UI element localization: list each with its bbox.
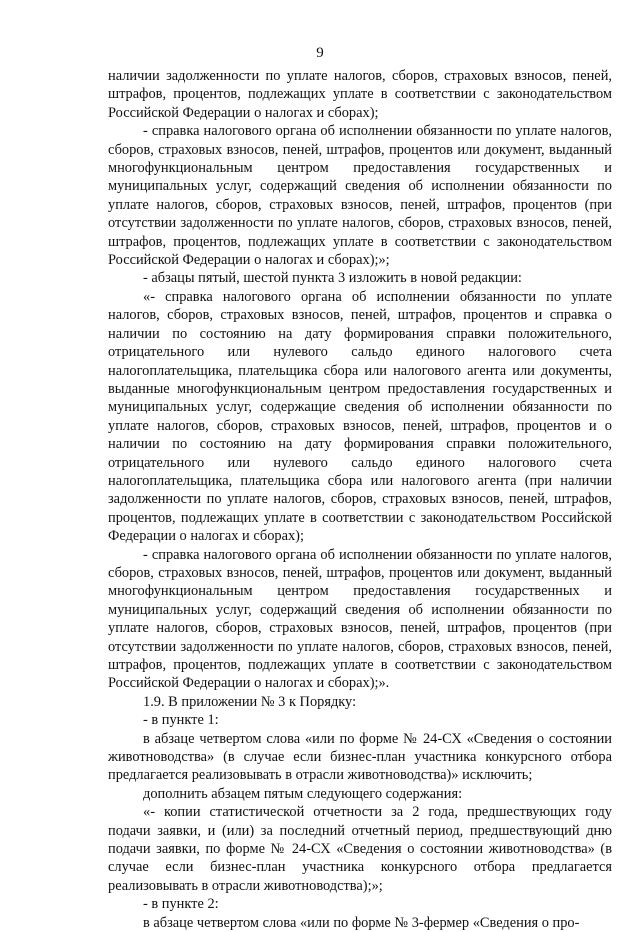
document-body <box>108 67 612 932</box>
paragraph: - абзацы пятый, шестой пункта 3 изложить в новой редакции: <box>143 270 522 287</box>
paragraph: в абзаце четвертом слова «или по форме № 3-фермер «Сведения о про- <box>143 914 580 931</box>
paragraph: «- справка налогового органа об исполнении обязанности по уплате налогов, сборов, страховых взносов, пеней, штрафов, процентов и справка о наличии по состоянию на дату формирования справки положительного, отрицательного или нулевого сальдо единого налогового счета налогоплательщика, плательщика сбора или налогового агента или документы, выданные многофункциональным центром предоставления государственных и муниципальных услуг, содержащие сведения об исполнении обязанности по уплате налогов, сборов, страховых взносов, пеней, штрафов, процентов и о наличии по состоянию на дату формирования справки положительного, отрицательного или нулевого сальдо единого налогового счета налогоплательщика, плательщика сбора или налогового агента (при наличии задолженности по уплате налогов, сборов, страховых взносов, пеней, штрафов, процентов, подлежащих уплате в соответствии с законодательством Российской Федерации о налогах и сборах); <box>108 288 612 545</box>
page-number: 9 <box>316 45 324 61</box>
paragraph: «- копии статистической отчетности за 2 года, предшествующих году подачи заявки, и (или) за последний отчетный период, предшествующий дню подачи заявки, по форме № 24-СХ «Сведения о состоянии животноводства» (в случае если бизнес-план участника конкурсного отбора предлагается реализовывать в отрасли животноводства);»; <box>108 804 612 894</box>
paragraph: наличии задолженности по уплате налогов, сборов, страховых взносов, пеней, штрафов, процентов, подлежащих уплате в соответствии с законодательством Российской Федерации о налогах и сборах); <box>108 68 612 121</box>
paragraph: - в пункте 1: <box>143 712 219 729</box>
paragraph: - справка налогового органа об исполнении обязанности по уплате налогов, сборов, страховых взносов, пеней, штрафов, процентов или документ, выданный многофункциональным центром предоставления государственных и муниципальных услуг, содержащий сведения об исполнении обязанности по уплате налогов, сборов, страховых взносов, пеней, штрафов, процентов (при отсутствии задолженности по уплате налогов, сборов, страховых взносов, пеней, штрафов, процентов, подлежащих уплате в соответствии с законодательством Российской Федерации о налогах и сборах);»; <box>108 123 612 269</box>
paragraph: - в пункте 2: <box>143 896 219 913</box>
paragraph: - справка налогового органа об исполнении обязанности по уплате налогов, сборов, страховых взносов, пеней, штрафов, процентов или документ, выданный многофункциональным центром предоставления государственных и муниципальных услуг, содержащий сведения об исполнении обязанности по уплате налогов, сборов, страховых взносов, пеней, штрафов, процентов (при отсутствии задолженности по уплате налогов, сборов, страховых взносов, пеней, штрафов, процентов, подлежащих уплате в соответствии с законодательством Российской Федерации о налогах и сборах);». <box>108 546 612 692</box>
section-heading: 1.9. В приложении № 3 к Порядку: <box>143 693 357 710</box>
paragraph: в абзаце четвертом слова «или по форме № 24-СХ «Сведения о состоянии животноводства» (в случае если бизнес-план участника конкурсного отбора предлагается реализовывать в отрасли животноводства)» исключить; <box>108 730 612 784</box>
paragraph: дополнить абзацем пятым следующего содержания: <box>143 785 463 802</box>
